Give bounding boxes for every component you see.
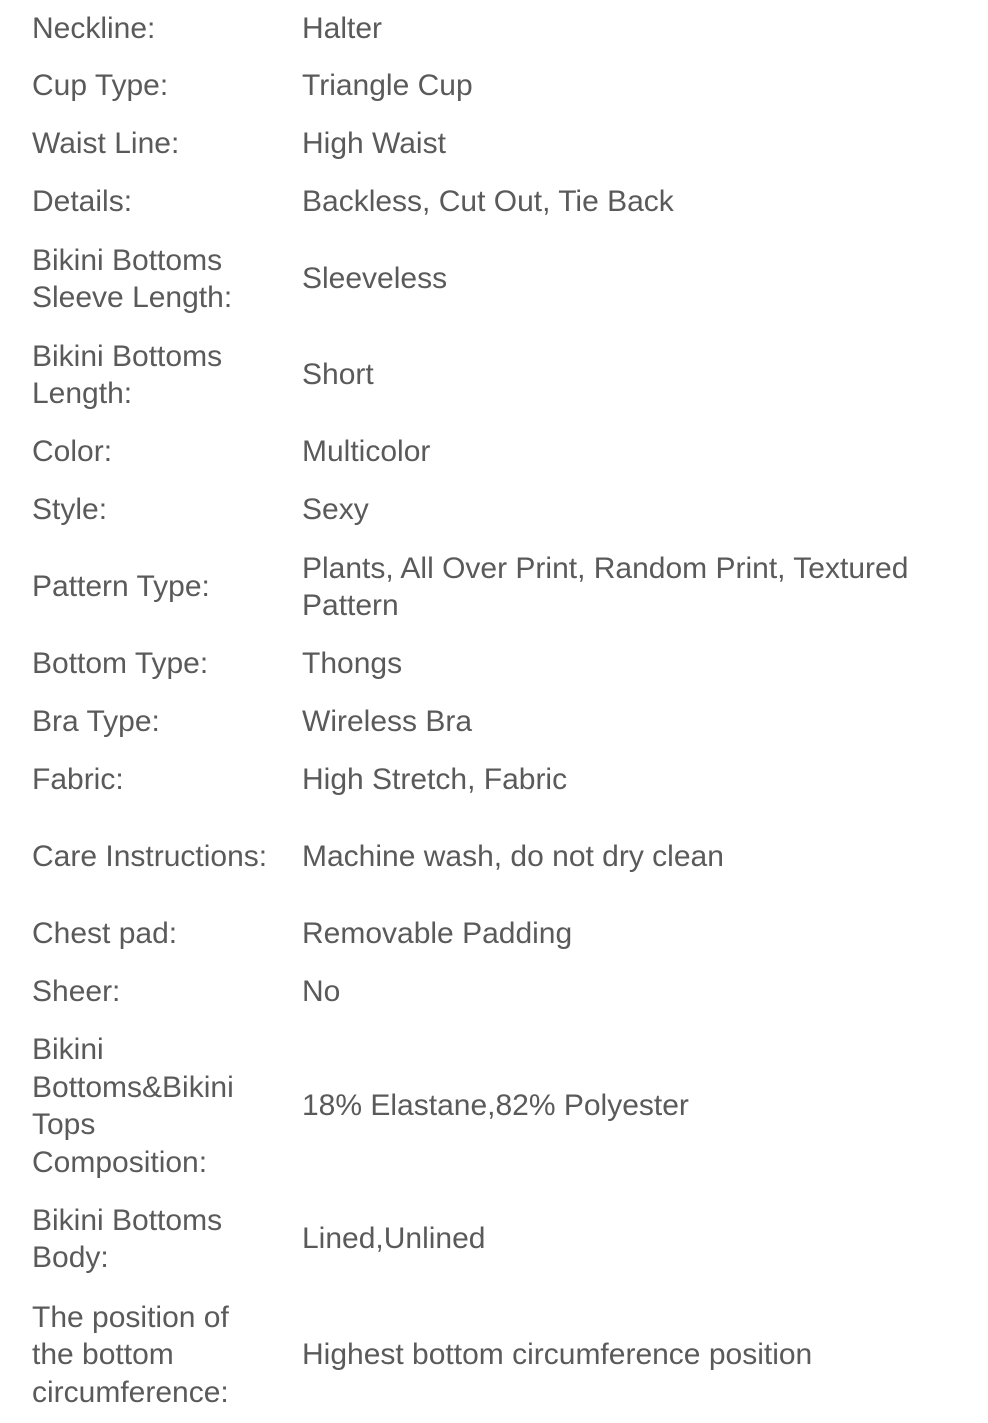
spec-value: Thongs — [302, 647, 403, 681]
spec-label: Bikini Bottoms Length: — [32, 339, 223, 410]
spec-label: Bikini Bottoms Sleeve Length: — [32, 243, 233, 314]
spec-value: Backless, Cut Out, Tie Back — [302, 185, 674, 219]
spec-row-cup-type — [0, 57, 988, 115]
spec-value: Multicolor — [302, 435, 431, 469]
spec-row-care-instructions — [0, 809, 988, 905]
spec-row-sheer — [0, 963, 988, 1021]
spec-label: Waist Line: — [32, 127, 180, 161]
spec-row-bottom-type — [0, 635, 988, 693]
spec-value: 18% Elastane,82% Polyester — [302, 1089, 689, 1123]
spec-row-bottoms-body — [0, 1191, 988, 1287]
spec-label: Bottom Type: — [32, 647, 209, 681]
spec-row-color — [0, 423, 988, 481]
spec-label: Sheer: — [32, 975, 121, 1009]
spec-label: Fabric: — [32, 763, 124, 797]
spec-value: High Stretch, Fabric — [302, 763, 568, 797]
spec-label: Details: — [32, 185, 133, 219]
spec-row-style — [0, 481, 988, 539]
spec-value: Sexy — [302, 493, 369, 527]
spec-value: Halter — [302, 11, 383, 45]
spec-row-chest-pad — [0, 905, 988, 963]
spec-row-sleeve-length — [0, 231, 988, 327]
spec-value: No — [302, 975, 341, 1009]
spec-value: Wireless Bra — [302, 705, 473, 739]
spec-value: Machine wash, do not dry clean — [302, 840, 724, 874]
spec-row-details — [0, 173, 988, 231]
spec-value: Highest bottom circumference position — [302, 1338, 813, 1372]
spec-value: Sleeveless — [302, 262, 448, 296]
spec-row-fabric — [0, 751, 988, 809]
spec-value: Lined,Unlined — [302, 1222, 486, 1256]
spec-label: Pattern Type: — [32, 570, 210, 604]
spec-label: Cup Type: — [32, 69, 169, 103]
spec-row-pattern-type — [0, 539, 988, 635]
spec-row-composition — [0, 1021, 988, 1191]
spec-label: Bikini Bottoms&Bikini Tops Composition: — [32, 1033, 234, 1179]
spec-label: The position of the bottom circumference: — [32, 1300, 229, 1409]
spec-label: Style: — [32, 493, 108, 527]
spec-label: Care Instructions: — [32, 840, 268, 874]
spec-label: Color: — [32, 435, 113, 469]
spec-label: Neckline: — [32, 11, 156, 45]
spec-row-neckline — [0, 0, 988, 57]
spec-value: Short — [302, 358, 374, 392]
spec-value: High Waist — [302, 127, 446, 161]
spec-row-waist-line — [0, 115, 988, 173]
spec-label: Chest pad: — [32, 917, 178, 951]
spec-row-bottom-circumference — [0, 1287, 988, 1423]
spec-row-bottoms-length — [0, 327, 988, 423]
spec-value: Removable Padding — [302, 917, 573, 951]
spec-value: Plants, All Over Print, Random Print, Textured Pattern — [302, 551, 909, 622]
spec-label: Bra Type: — [32, 705, 160, 739]
spec-row-bra-type — [0, 693, 988, 751]
spec-label: Bikini Bottoms Body: — [32, 1203, 223, 1274]
spec-value: Triangle Cup — [302, 69, 473, 103]
